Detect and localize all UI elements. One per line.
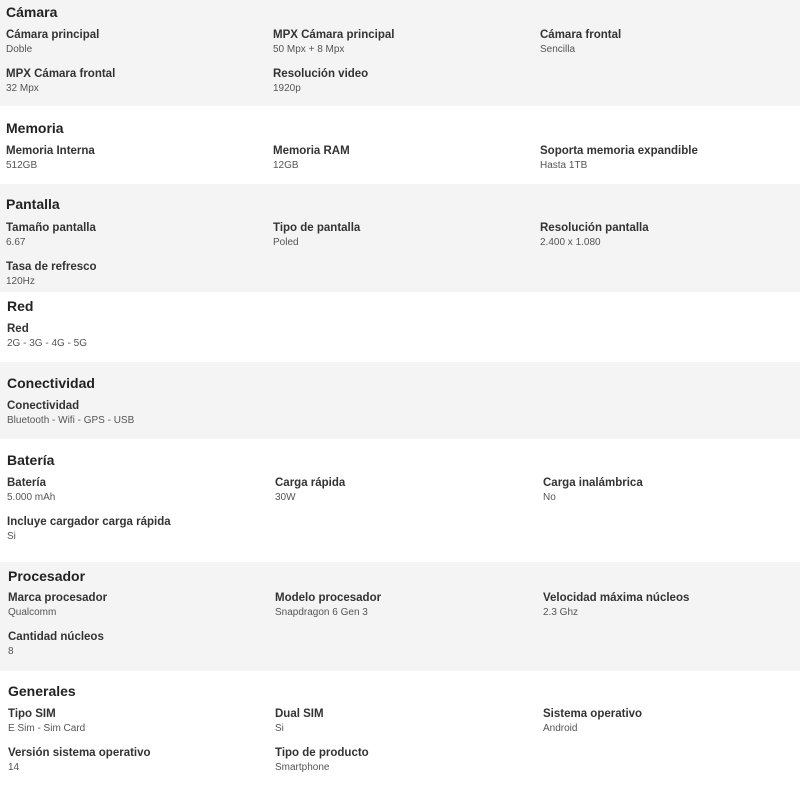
spec-label: Velocidad máxima núcleos <box>543 592 690 604</box>
spec-value: 2.400 x 1.080 <box>540 237 601 248</box>
spec-marca-procesador <box>8 591 107 619</box>
spec-label: Carga rápida <box>275 477 346 489</box>
spec-value: Si <box>7 531 16 542</box>
spec-camara-principal <box>6 28 99 56</box>
spec-value: 120Hz <box>6 276 35 287</box>
section-red <box>0 292 800 362</box>
spec-value: Sencilla <box>540 44 576 55</box>
spec-sistema-operativo <box>543 707 642 735</box>
spec-memoria-ram <box>273 144 350 172</box>
spec-label: Conectividad <box>7 400 80 412</box>
spec-version-sistema-operativo <box>8 746 151 774</box>
section-title: Pantalla <box>6 196 60 212</box>
section-memoria <box>0 106 800 184</box>
spec-value: 512GB <box>6 160 38 171</box>
spec-value: 6.67 <box>6 237 26 248</box>
spec-value: Doble <box>6 44 33 55</box>
spec-conectividad <box>7 399 134 427</box>
spec-value: 8 <box>8 646 14 657</box>
spec-label: Tipo de pantalla <box>273 222 361 234</box>
spec-label: Red <box>7 323 29 335</box>
section-title: Memoria <box>6 120 64 136</box>
spec-mpx-camara-principal <box>273 28 394 56</box>
spec-bateria <box>7 476 55 504</box>
spec-label: Batería <box>7 477 46 489</box>
spec-carga-rapida <box>275 476 345 504</box>
section-title: Conectividad <box>7 375 95 391</box>
spec-memoria-interna <box>6 144 95 172</box>
spec-value: Android <box>543 723 578 734</box>
spec-tipo-pantalla <box>273 221 360 249</box>
spec-label: Memoria Interna <box>6 145 95 157</box>
spec-memoria-expandible <box>540 144 698 172</box>
spec-label: Resolución pantalla <box>540 222 649 234</box>
spec-dual-sim <box>275 707 324 735</box>
spec-value: Qualcomm <box>8 607 57 618</box>
spec-label: Tipo de producto <box>275 747 369 759</box>
spec-value: No <box>543 492 556 503</box>
spec-modelo-procesador <box>275 591 381 619</box>
spec-mpx-camara-frontal <box>6 67 115 95</box>
spec-red <box>7 322 87 350</box>
spec-label: Cantidad núcleos <box>8 631 104 643</box>
section-pantalla <box>0 184 800 292</box>
spec-value: 1920p <box>273 83 301 94</box>
section-bateria <box>0 439 800 562</box>
spec-label: Resolución video <box>273 68 369 80</box>
spec-value: E Sim - Sim Card <box>8 723 86 734</box>
spec-label: Carga inalámbrica <box>543 477 643 489</box>
spec-value: 32 Mpx <box>6 83 39 94</box>
section-title: Cámara <box>6 4 58 20</box>
section-title: Red <box>7 298 34 314</box>
section-procesador <box>0 562 800 671</box>
spec-value: 50 Mpx + 8 Mpx <box>273 44 345 55</box>
spec-cargador-incluido <box>7 515 171 543</box>
section-conectividad <box>0 362 800 439</box>
spec-tamano-pantalla <box>6 221 96 249</box>
spec-value: Bluetooth - Wifi - GPS - USB <box>7 415 135 426</box>
spec-resolucion-video <box>273 67 368 95</box>
section-title: Procesador <box>8 568 86 584</box>
spec-label: Tamaño pantalla <box>6 222 96 234</box>
spec-label: Memoria RAM <box>273 145 350 157</box>
section-title: Generales <box>8 683 76 699</box>
spec-value: 2.3 Ghz <box>543 607 579 618</box>
spec-label: Dual SIM <box>275 708 324 720</box>
spec-value: Snapdragon 6 Gen 3 <box>275 607 368 618</box>
section-generales <box>0 671 800 800</box>
spec-value: Hasta 1TB <box>540 160 588 171</box>
spec-value: 30W <box>275 492 296 503</box>
spec-value: Poled <box>273 237 299 248</box>
spec-label: Soporta memoria expandible <box>540 145 698 157</box>
spec-label: Versión sistema operativo <box>8 747 151 759</box>
spec-tipo-producto <box>275 746 369 774</box>
spec-cantidad-nucleos <box>8 630 104 658</box>
spec-velocidad-nucleos <box>543 591 689 619</box>
spec-label: Tasa de refresco <box>6 261 97 273</box>
spec-label: MPX Cámara frontal <box>6 68 116 80</box>
spec-value: Si <box>275 723 284 734</box>
spec-label: Marca procesador <box>8 592 108 604</box>
spec-label: Modelo procesador <box>275 592 382 604</box>
spec-label: Sistema operativo <box>543 708 643 720</box>
spec-value: Smartphone <box>275 762 330 773</box>
section-camara <box>0 0 800 106</box>
spec-value: 5.000 mAh <box>7 492 56 503</box>
spec-label: Incluye cargador carga rápida <box>7 516 171 528</box>
spec-value: 14 <box>8 762 20 773</box>
spec-label: Tipo SIM <box>8 708 56 720</box>
spec-value: 2G - 3G - 4G - 5G <box>7 338 88 349</box>
spec-value: 12GB <box>273 160 299 171</box>
spec-camara-frontal <box>540 28 621 56</box>
section-title: Batería <box>7 452 55 468</box>
spec-resolucion-pantalla <box>540 221 649 249</box>
spec-label: Cámara frontal <box>540 29 622 41</box>
spec-label: Cámara principal <box>6 29 100 41</box>
spec-carga-inalambrica <box>543 476 643 504</box>
spec-tipo-sim <box>8 707 85 735</box>
spec-tasa-refresco <box>6 260 97 288</box>
spec-label: MPX Cámara principal <box>273 29 395 41</box>
